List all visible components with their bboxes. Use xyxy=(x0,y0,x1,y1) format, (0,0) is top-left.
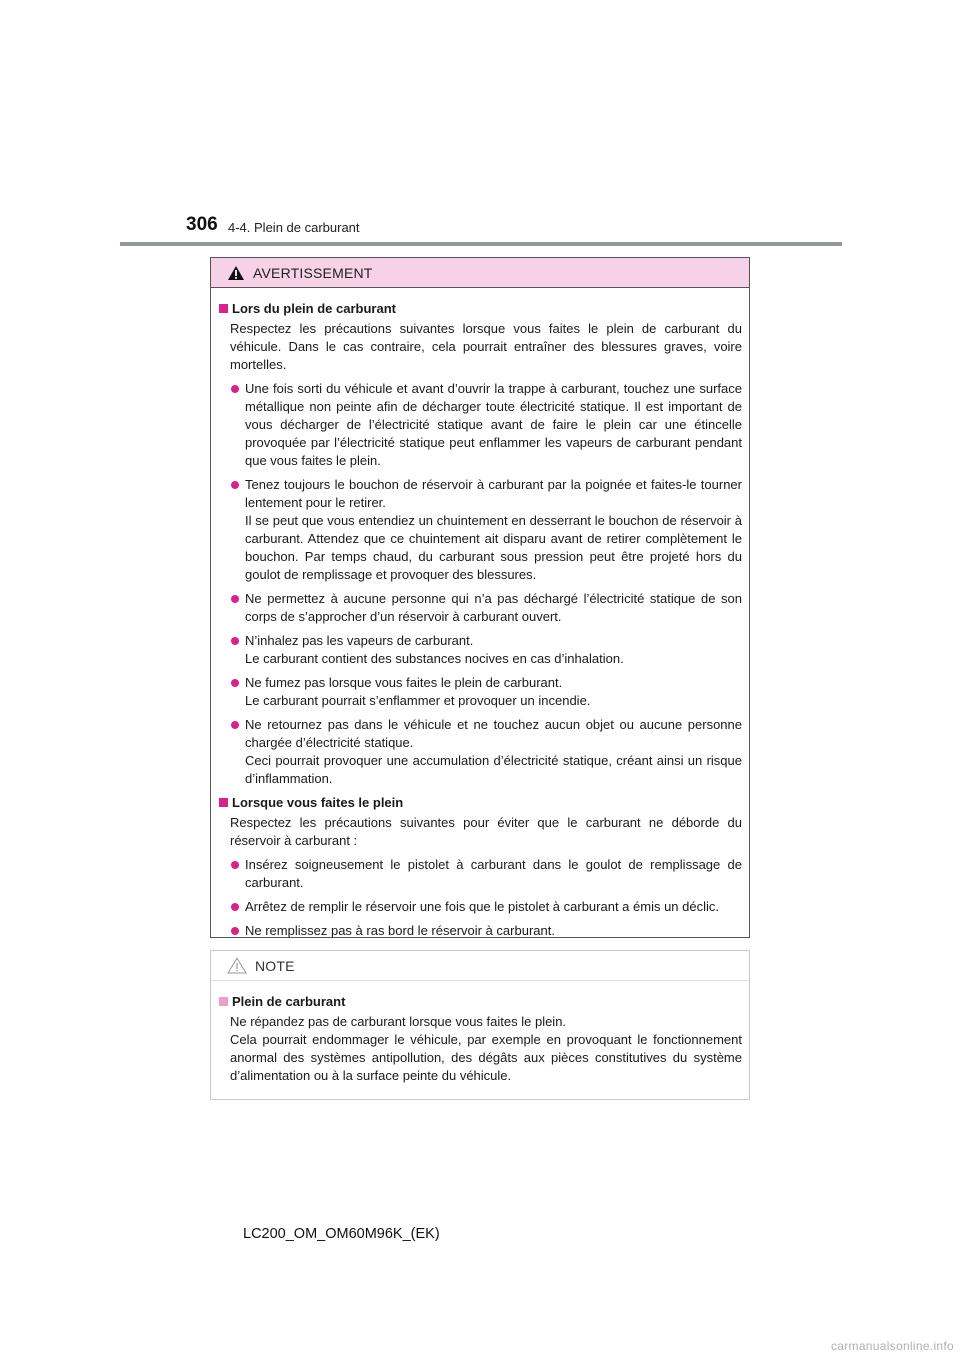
note-heading xyxy=(219,993,742,1011)
circle-bullet-icon xyxy=(231,679,239,687)
watermark: carmanualsonline.info xyxy=(830,1339,954,1353)
caution-triangle-icon xyxy=(227,957,247,974)
header-rule xyxy=(120,242,842,246)
list-item-paragraph: Ne retournez pas dans le véhicule et ne touchez aucun objet ou aucune personne chargée d’électricité statique. xyxy=(245,717,742,750)
list-item xyxy=(219,380,742,470)
list-item xyxy=(219,922,742,940)
note-box xyxy=(210,950,750,1100)
square-bullet-icon xyxy=(219,798,228,807)
warning-title: AVERTISSEMENT xyxy=(253,264,373,281)
note-line: Ne répandez pas de carburant lorsque vous faites le plein. xyxy=(230,1014,567,1029)
list-item-paragraph: Tenez toujours le bouchon de réservoir à carburant par la poignée et faites-le tourner lentement pour le retirer. xyxy=(245,477,742,510)
warning-section-heading xyxy=(219,300,742,318)
note-body xyxy=(211,981,749,1085)
circle-bullet-icon xyxy=(231,595,239,603)
footer-code: LC200_OM_OM60M96K_(EK) xyxy=(243,1226,440,1242)
circle-bullet-icon xyxy=(231,385,239,393)
list-item-paragraph: Ceci pourrait provoquer une accumulation d’électricité statique, créant ainsi un risque d’inflammation. xyxy=(245,753,742,786)
list-item-text xyxy=(245,898,742,916)
square-bullet-icon xyxy=(219,997,228,1006)
circle-bullet-icon xyxy=(231,481,239,489)
section-title: 4-4. Plein de carburant xyxy=(228,220,360,235)
list-item-text xyxy=(245,856,742,892)
list-item-text xyxy=(245,590,742,626)
list-item-paragraph: Le carburant pourrait s’enflammer et provoquer un incendie. xyxy=(245,693,591,708)
warning-section-heading xyxy=(219,794,742,812)
list-item xyxy=(219,632,742,668)
warning-section-heading-text: Lorsque vous faites le plein xyxy=(232,795,404,810)
circle-bullet-icon xyxy=(231,861,239,869)
list-item-paragraph: Arrêtez de remplir le réservoir une fois que le pistolet à carburant a émis un déclic. xyxy=(245,899,719,914)
list-item-paragraph: Le carburant contient des substances nocives en cas d’inhalation. xyxy=(245,651,624,666)
list-item xyxy=(219,898,742,916)
circle-bullet-icon xyxy=(231,927,239,935)
list-item xyxy=(219,476,742,584)
note-heading-text: Plein de carburant xyxy=(232,994,346,1009)
list-item-text xyxy=(245,380,742,470)
list-item-paragraph: Ne permettez à aucune personne qui n’a pas déchargé l’électricité statique de son corps de s’approcher d’un réservoir à carburant ouvert. xyxy=(245,591,742,624)
list-item-paragraph: N’inhalez pas les vapeurs de carburant. xyxy=(245,633,474,648)
list-item-paragraph: Une fois sorti du véhicule et avant d’ouvrir la trappe à carburant, touchez une surface métallique non peinte afin de décharger toute électricité statique. Il est important de vous décharger de l’électricité statique avant de faire le plein car une étincelle provoquée par l’électricité statique peut enflammer les vapeurs de carburant pendant que vous faites le plein. xyxy=(245,381,742,468)
list-item-text xyxy=(245,674,742,710)
list-item xyxy=(219,674,742,710)
note-line: Cela pourrait endommager le véhicule, par exemple en provoquant le fonctionnement anormal des systèmes antipollution, des dégâts aux pièces constitutives du système d’alimentation ou à la surface peinte du véhicule. xyxy=(230,1032,742,1083)
circle-bullet-icon xyxy=(231,903,239,911)
circle-bullet-icon xyxy=(231,721,239,729)
list-item-paragraph: Ne fumez pas lorsque vous faites le plein de carburant. xyxy=(245,675,563,690)
list-item-paragraph: Il se peut que vous entendiez un chuintement en desserrant le bouchon de réservoir à carburant. Attendez que ce chuintement ait disparu avant de retirer complètement le bouchon. Par temps chaud, du carburant sous pression peut être projeté hors du goulot de remplissage et provoquer des blessures. xyxy=(245,513,742,582)
page-number: 306 xyxy=(186,214,218,235)
warning-section-intro xyxy=(219,320,742,374)
list-item xyxy=(219,716,742,788)
list-item-text xyxy=(245,476,742,584)
intro-line: Respectez les précautions suivantes pour éviter que le carburant ne déborde du réservoir à carburant : xyxy=(230,815,742,848)
list-item-paragraph: Insérez soigneusement le pistolet à carburant dans le goulot de remplissage de carburant. xyxy=(245,857,742,890)
warning-section-intro xyxy=(219,814,742,850)
list-item xyxy=(219,590,742,626)
warning-section-heading-text: Lors du plein de carburant xyxy=(232,301,396,316)
warning-triangle-icon xyxy=(227,265,245,281)
list-item-text xyxy=(245,716,742,788)
list-item-text xyxy=(245,922,742,940)
list-item-paragraph: Ne remplissez pas à ras bord le réservoir à carburant. xyxy=(245,923,555,938)
intro-line: Respectez les précautions suivantes lorsque vous faites le plein de carburant du véhicule. Dans le cas contraire, cela pourrait entraîner des blessures graves, voire mortelles. xyxy=(230,321,742,372)
square-bullet-icon xyxy=(219,304,228,313)
list-item-text xyxy=(245,632,742,668)
list-item xyxy=(219,856,742,892)
circle-bullet-icon xyxy=(231,637,239,645)
warning-box xyxy=(210,257,750,938)
note-text xyxy=(219,1013,742,1085)
warning-header xyxy=(211,258,749,288)
warning-body xyxy=(211,288,749,940)
note-header xyxy=(211,951,749,981)
note-title: NOTE xyxy=(255,957,295,974)
